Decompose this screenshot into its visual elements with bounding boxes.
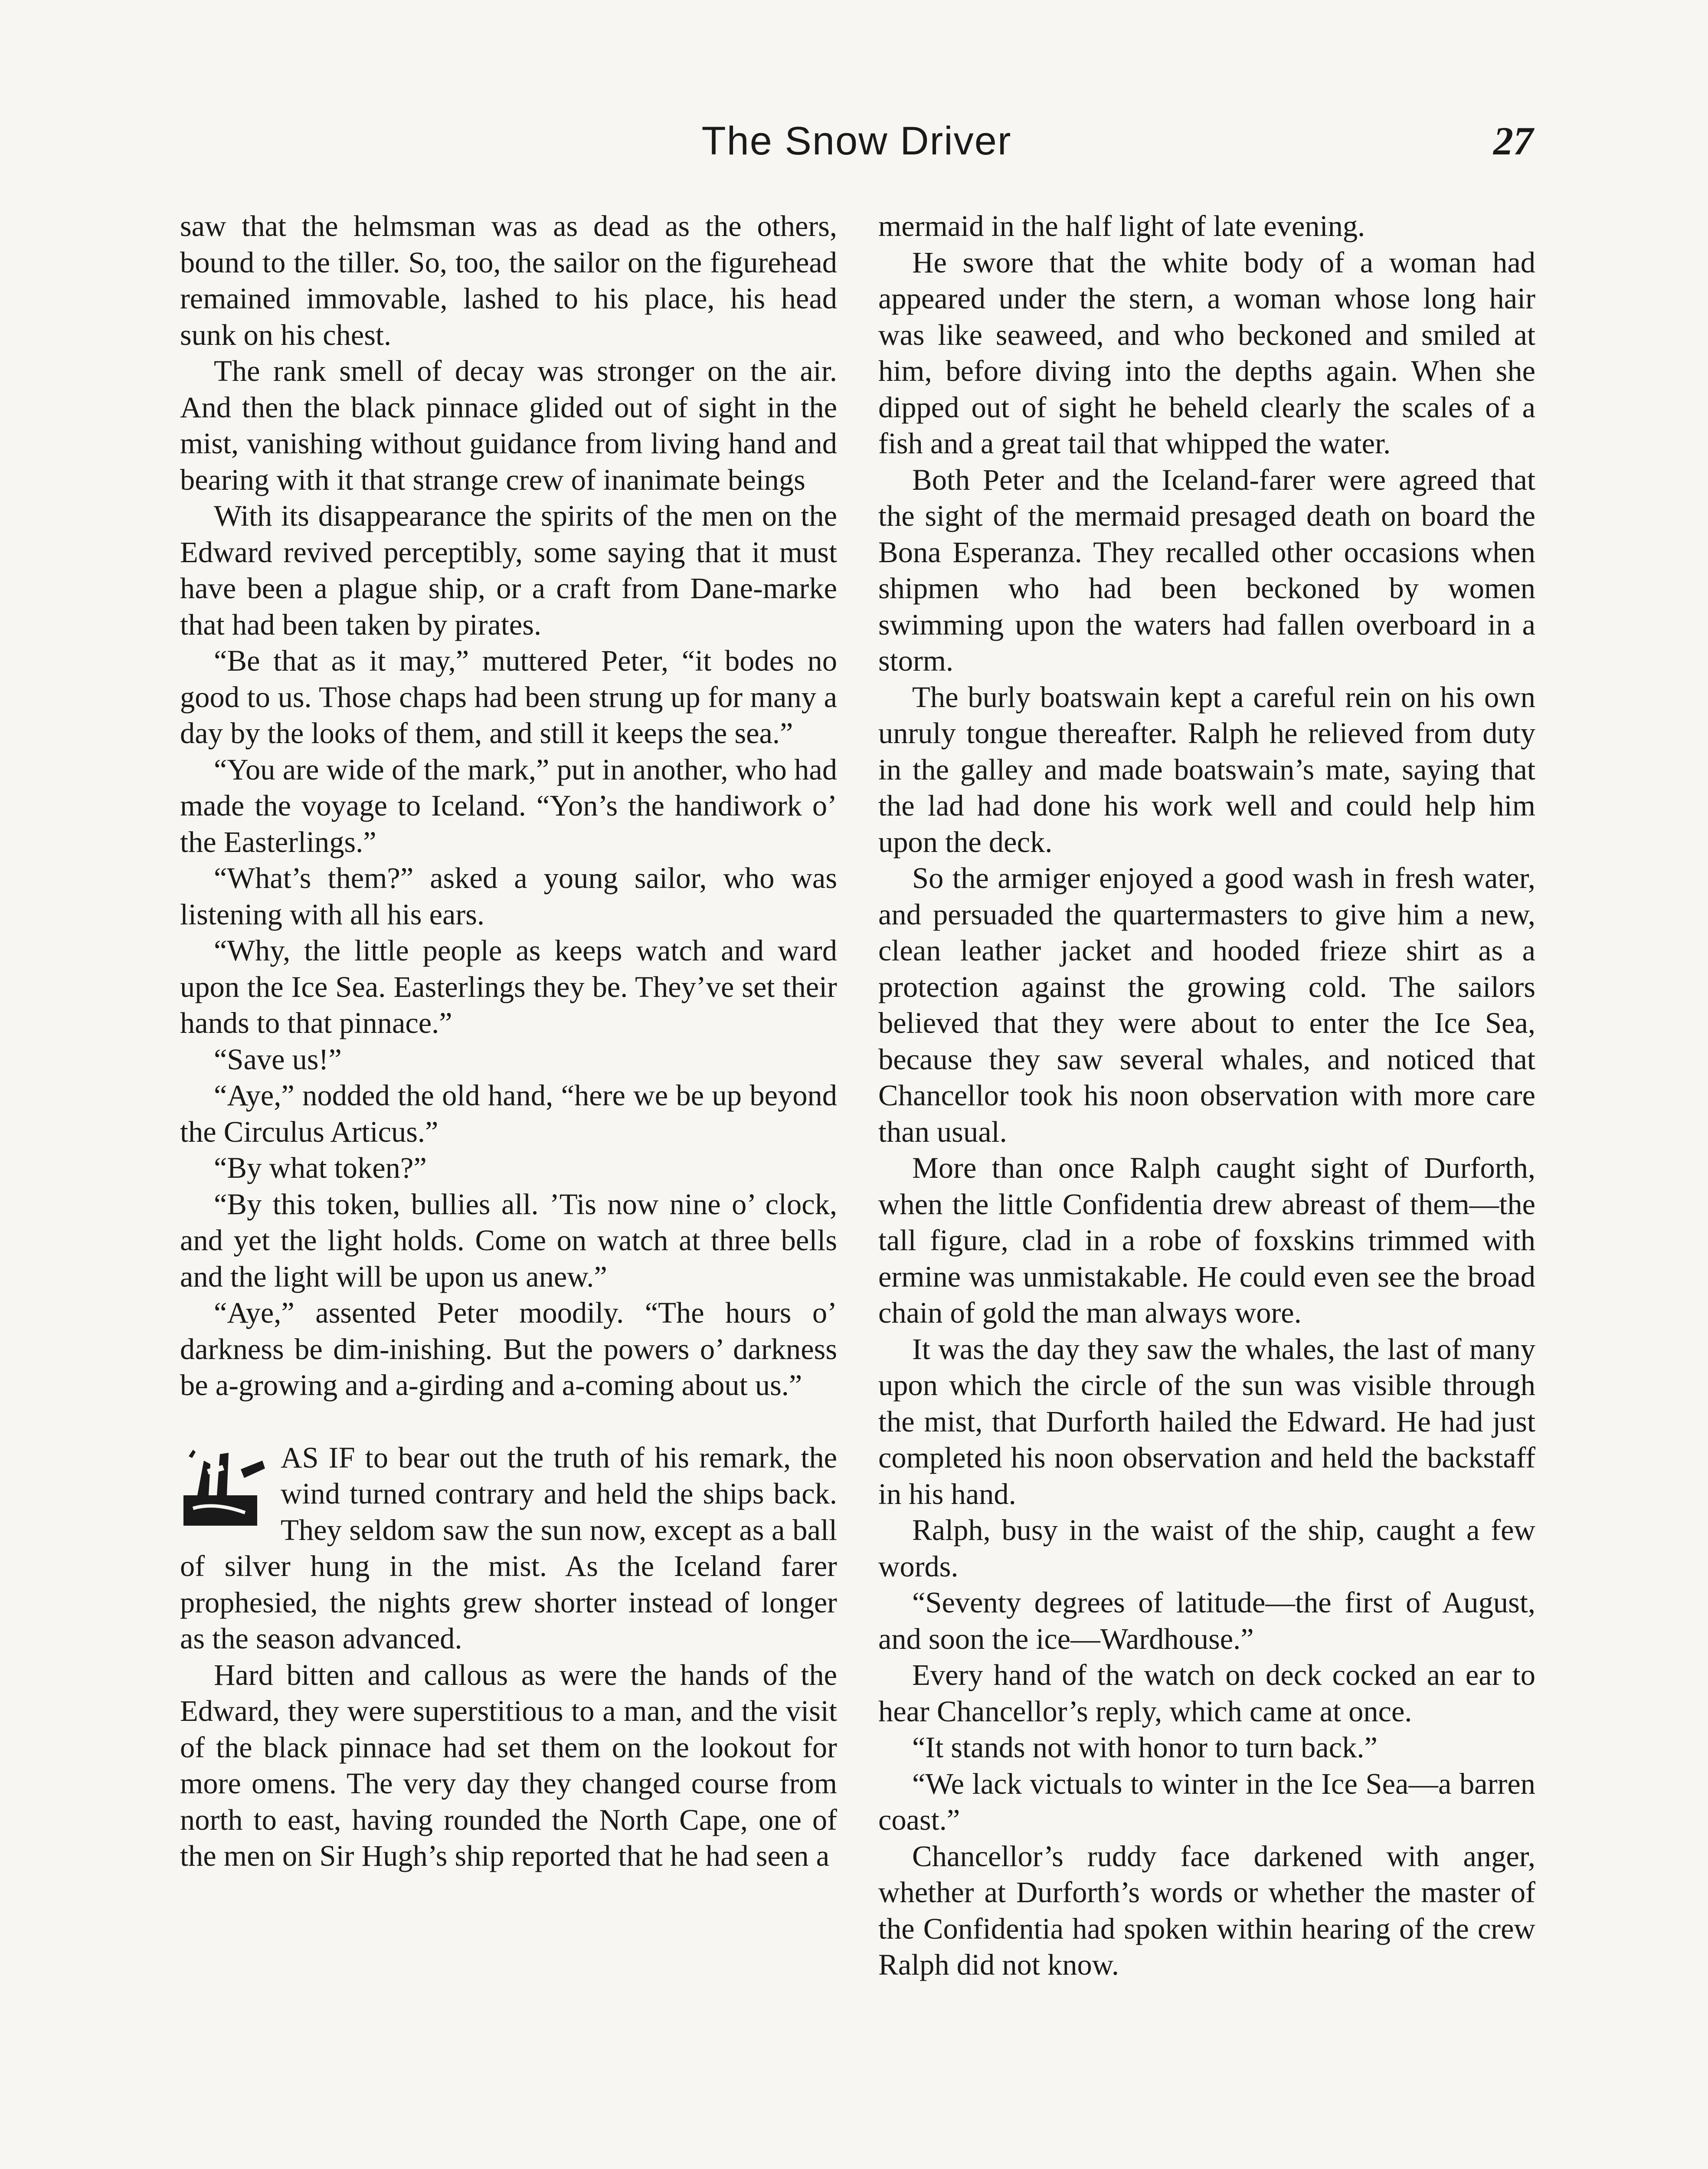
left-column — [180, 208, 837, 1874]
paragraph: “Save us!” — [214, 1042, 342, 1076]
paragraph: mermaid in the half light of late evening. — [878, 210, 1365, 242]
paragraph: “Why, the little people as keeps watch and ward upon the Ice Sea. Easterlings they be. They’ve set their hands to that pinnace.” — [180, 934, 837, 1039]
paragraph: Every hand of the watch on deck cocked an ear to hear Chancellor’s reply, which came at once. — [878, 1658, 1535, 1728]
paragraph: More than once Ralph caught sight of Durforth, when the little Confidentia drew abreast of them—the tall figure, clad in a robe of foxskins trimmed with ermine was unmistakable. He could even see the broad chain of gold the man always wore. — [878, 1151, 1535, 1329]
paragraph: saw that the helmsman was as dead as the others, bound to the tiller. So, too, the sailor on the figurehead remained immovable, lashed to his place, his head sunk on his chest. — [180, 210, 837, 351]
paragraph: “By what token?” — [214, 1151, 427, 1184]
paragraph: “Seventy degrees of latitude—the first of August, and soon the ice—Wardhouse.” — [878, 1586, 1535, 1655]
paragraph: “It stands not with honor to turn back.” — [912, 1731, 1378, 1764]
paragraph: Ralph, busy in the waist of the ship, caught a few words. — [878, 1514, 1535, 1583]
paragraph: Chancellor’s ruddy face darkened with anger, whether at Durforth’s words or whether the master of the Confidentia had spoken within hearing of the crew Ralph did not know. — [878, 1839, 1535, 1981]
paragraph: The rank smell of decay was stronger on the air. And then the black pinnace glided out of sight in the mist, vanishing without guidance from living hand and bearing with it that strange crew of inanimate beings — [180, 354, 837, 496]
paragraph: “We lack victuals to winter in the Ice Sea—a barren coast.” — [878, 1767, 1535, 1836]
paragraph: “Aye,” nodded the old hand, “here we be up beyond the Circulus Articus.” — [180, 1079, 837, 1148]
section-break — [180, 1440, 837, 1657]
paragraph: “What’s them?” asked a young sailor, who was listening with all his ears. — [180, 862, 837, 931]
paragraph: The burly boatswain kept a careful rein on his own unruly tongue thereafter. Ralph he relieved from duty in the galley and made boatswain’s mate, saying that the lad had done his work well and could help him upon the deck. — [878, 680, 1535, 858]
paragraph: Hard bitten and callous as were the hands of the Edward, they were superstitious to a man, and the visit of the black pinnace had set them on the lookout for more omens. The very day they changed course from north to east, having rounded the North Cape, one of the men on Sir Hugh’s ship reported that he had seen a — [180, 1658, 837, 1872]
paragraph: Both Peter and the Iceland-farer were agreed that the sight of the mermaid presaged death on board the Bona Esperanza. They recalled other occasions when shipmen who had been beckoned by women swimming upon the waters had fallen overboard in a storm. — [878, 463, 1535, 677]
page-number: 27 — [1493, 119, 1533, 163]
paragraph: AS IF to bear out the truth of his remark, the wind turned contrary and held the ships back. They seldom saw the sun now, except as a ball of silver hung in the mist. As the Iceland farer prophesied, the nights grew shorter instead of longer as the season advanced. — [180, 1441, 837, 1655]
paragraph: With its disappearance the spirits of the men on the Edward revived perceptibly, some saying that it must have been a plague ship, or a craft from Dane-marke that had been taken by pirates. — [180, 499, 837, 641]
page-header — [180, 117, 1533, 169]
paragraph: “By this token, bullies all. ’Tis now nine o’ clock, and yet the light holds. Come on watch at three bells and the light will be upon us anew.” — [180, 1187, 837, 1293]
right-column — [878, 208, 1535, 1983]
paragraph: It was the day they saw the whales, the last of many upon which the circle of the sun was visible through the mist, that Durforth hailed the Edward. He had just completed his noon observation and held the backstaff in his hand. — [878, 1332, 1535, 1510]
paragraph: “Be that as it may,” muttered Peter, “it bodes no good to us. Those chaps had been strung up for many a day by the looks of them, and still it keeps the sea.” — [180, 644, 837, 750]
paragraph: “You are wide of the mark,” put in another, who had made the voyage to Iceland. “Yon’s the handiwork o’ the Easterlings.” — [180, 753, 837, 858]
running-title: The Snow Driver — [701, 119, 1012, 163]
paragraph: “Aye,” assented Peter moodily. “The hours o’ darkness be dim-inishing. But the powers o’ darkness be a-growing and a-girding and a-coming about us.” — [180, 1296, 837, 1402]
paragraph: So the armiger enjoyed a good wash in fresh water, and persuaded the quartermasters to give him a new, clean leather jacket and hooded frieze shirt as a protection against the growing cold. The sailors believed that they were about to enter the Ice Sea, because they saw several whales, and noticed that Chancellor took his noon observation with more care than usual. — [878, 862, 1535, 1148]
hand-drawn-initial-illustration-icon — [180, 1443, 272, 1532]
paragraph: He swore that the white body of a woman had appeared under the stern, a woman whose long hair was like seaweed, and who beckoned and smiled at him, before diving into the depths again. When she dipped out of sight he beheld clearly the scales of a fish and a great tail that whipped the water. — [878, 246, 1535, 460]
